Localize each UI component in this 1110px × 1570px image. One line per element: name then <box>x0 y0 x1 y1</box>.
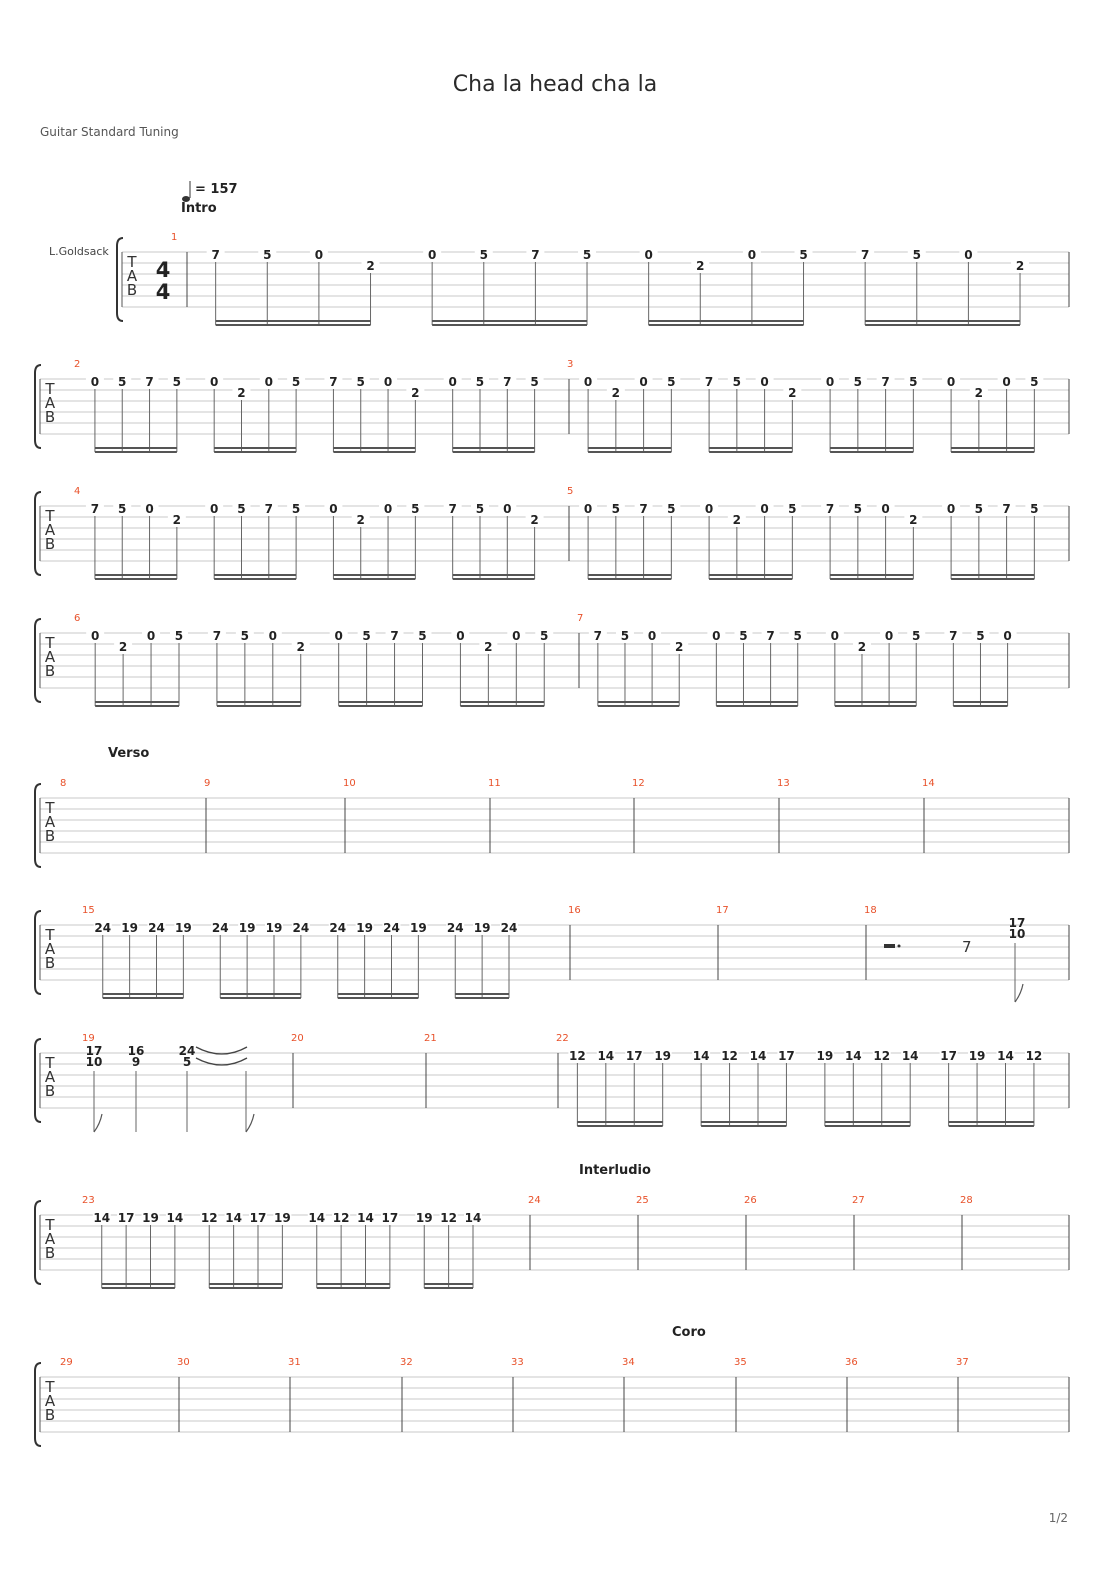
measure-number: 15 <box>82 905 95 916</box>
fret-number: 12 <box>721 1049 738 1063</box>
fret-number: 9 <box>131 1055 141 1069</box>
fret-number: 0 <box>639 375 648 389</box>
fret-number: 5 <box>172 375 182 389</box>
tab-clef-letter: A <box>44 394 56 412</box>
section-label: Coro <box>672 1325 706 1340</box>
section-label: Interludio <box>579 1163 651 1178</box>
tab-clef-letter: B <box>44 1406 56 1424</box>
fret-number: 2 <box>909 513 918 527</box>
fret-number: 5 <box>912 248 921 262</box>
measure-number: 21 <box>424 1033 437 1044</box>
fret-number: 5 <box>1030 502 1039 516</box>
fret-number: 0 <box>881 502 890 516</box>
tab-clef-letter: B <box>44 954 56 972</box>
fret-number: 19 <box>473 921 491 935</box>
fret-number: 0 <box>1003 629 1012 643</box>
fret-number: 2 <box>296 640 305 654</box>
fret-number: 5 <box>611 502 621 516</box>
fret-number: 5 <box>411 502 420 516</box>
measure-number: 13 <box>777 778 790 789</box>
measure-number: 7 <box>577 613 584 624</box>
fret-number: 7 <box>639 502 648 516</box>
fret-number: 5 <box>118 375 127 389</box>
fret-number: 17 <box>1008 916 1026 930</box>
fret-number: 5 <box>667 502 676 516</box>
fret-number: 7 <box>264 502 273 516</box>
tab-clef-letter: T <box>45 1054 55 1072</box>
fret-number: 0 <box>383 375 393 389</box>
fret-number: 2 <box>611 386 621 400</box>
fret-number: 0 <box>90 375 100 389</box>
fret-number: 7 <box>593 629 603 643</box>
fret-number: 5 <box>582 248 592 262</box>
fret-number: 24 <box>500 921 518 935</box>
note-flag <box>1015 984 1023 1002</box>
tab-clef-letter: T <box>127 253 137 271</box>
fret-number: 7 <box>503 375 512 389</box>
fret-number: 19 <box>265 921 283 935</box>
measure-number: 36 <box>845 1357 858 1368</box>
fret-number: 2 <box>675 640 684 654</box>
measure-number: 33 <box>511 1357 524 1368</box>
tuning-label: Guitar Standard Tuning <box>40 125 179 139</box>
fret-number: 19 <box>175 921 192 935</box>
note-flag <box>94 1114 102 1132</box>
tab-clef-letter: B <box>44 1244 56 1262</box>
measure-number: 3 <box>567 359 574 370</box>
time-signature-denominator: 4 <box>155 280 171 304</box>
measure-number: 25 <box>636 1195 649 1206</box>
fret-number: 24 <box>383 921 400 935</box>
fret-number: 10 <box>1008 927 1026 941</box>
fret-number: 7 <box>949 629 958 643</box>
fret-number: 0 <box>90 629 100 643</box>
tab-clef-letter: T <box>45 1216 55 1234</box>
measure-number: 2 <box>74 359 81 370</box>
fret-number: 0 <box>946 375 956 389</box>
fret-number: 5 <box>909 375 918 389</box>
fret-number: 0 <box>704 502 714 516</box>
fret-number: 2 <box>411 386 420 400</box>
fret-number: 5 <box>362 629 371 643</box>
fret-number: 5 <box>240 629 250 643</box>
note-flag <box>246 1114 254 1132</box>
measure-number: 9 <box>204 778 211 789</box>
fret-number: 14 <box>93 1211 111 1225</box>
fret-number: 2 <box>356 513 365 527</box>
fret-number: 14 <box>597 1049 615 1063</box>
section-label: Verso <box>108 746 150 761</box>
fret-number: 16 <box>127 1044 145 1058</box>
fret-number: 12 <box>569 1049 586 1063</box>
fret-number: 0 <box>946 502 956 516</box>
half-rest <box>884 944 895 948</box>
fret-number: 2 <box>172 513 182 527</box>
fret-number: 19 <box>356 921 373 935</box>
fret-number: 12 <box>200 1211 218 1225</box>
measure-number: 6 <box>74 613 81 624</box>
measure-number: 22 <box>556 1033 569 1044</box>
fret-number: 0 <box>503 502 512 516</box>
fret-number: 0 <box>747 248 757 262</box>
fret-number: 14 <box>225 1211 242 1225</box>
tab-clef-letter: T <box>45 380 55 398</box>
tab-clef-letter: B <box>44 535 56 553</box>
fret-number: 7 <box>860 248 870 262</box>
fret-number: 5 <box>291 502 301 516</box>
fret-number: 5 <box>237 502 246 516</box>
fret-number: 2 <box>857 640 867 654</box>
tab-clef-letter: A <box>44 1392 56 1410</box>
tab-clef-letter: T <box>45 507 55 525</box>
fret-number: 17 <box>249 1211 267 1225</box>
fret-number: 5 <box>667 375 676 389</box>
fret-number: 0 <box>383 502 393 516</box>
measure-number: 35 <box>734 1357 747 1368</box>
fret-number: 0 <box>964 248 973 262</box>
tab-clef-letter: T <box>45 634 55 652</box>
measure-number: 30 <box>177 1357 190 1368</box>
fret-number: 17 <box>381 1211 399 1225</box>
tab-clef-letter: B <box>44 827 56 845</box>
measure-number: 32 <box>400 1357 413 1368</box>
fret-number: 14 <box>166 1211 184 1225</box>
measure-number: 10 <box>343 778 356 789</box>
fret-number: 14 <box>464 1211 482 1225</box>
fret-number: 19 <box>142 1211 159 1225</box>
fret-number: 7 <box>704 375 714 389</box>
fret-number: 24 <box>178 1044 196 1058</box>
measure-number: 4 <box>74 486 81 497</box>
fret-number: 5 <box>912 629 921 643</box>
fret-number: 12 <box>873 1049 891 1063</box>
fret-number: 5 <box>788 502 797 516</box>
fret-number: 0 <box>760 375 769 389</box>
fret-number: 19 <box>415 1211 433 1225</box>
fret-number: 14 <box>357 1211 374 1225</box>
fret-number: 24 <box>211 921 229 935</box>
measure-number: 24 <box>528 1195 541 1206</box>
fret-number: 14 <box>692 1049 710 1063</box>
fret-number: 17 <box>778 1049 795 1063</box>
fret-number: 24 <box>446 921 464 935</box>
fret-number: 2 <box>732 513 742 527</box>
fret-number: 7 <box>145 375 154 389</box>
tab-clef-letter: T <box>45 1378 55 1396</box>
fret-number: 0 <box>884 629 894 643</box>
measure-number: 19 <box>82 1033 95 1044</box>
fret-number: 14 <box>308 1211 326 1225</box>
fret-number: 0 <box>1002 375 1011 389</box>
fret-number: 0 <box>314 248 324 262</box>
fret-number: 0 <box>583 375 593 389</box>
fret-number: 5 <box>739 629 748 643</box>
fret-number: 5 <box>479 248 488 262</box>
measure-number: 12 <box>632 778 645 789</box>
fret-number: 5 <box>263 248 272 262</box>
fret-number: 5 <box>475 375 485 389</box>
fret-number: 7 <box>211 248 220 262</box>
fret-number: 12 <box>440 1211 457 1225</box>
fret-number: 24 <box>329 921 347 935</box>
measure-number: 20 <box>291 1033 304 1044</box>
tab-clef-letter: B <box>126 281 138 299</box>
fret-number: 7 <box>390 629 399 643</box>
fret-number: 0 <box>456 629 465 643</box>
fret-number: 5 <box>793 629 802 643</box>
fret-number: 7 <box>448 502 457 516</box>
fret-number: 5 <box>974 502 984 516</box>
fret-number: 5 <box>540 629 549 643</box>
tab-clef-letter: A <box>44 1230 56 1248</box>
tempo-marking: = 157 <box>195 182 238 197</box>
fret-number: 14 <box>844 1049 862 1063</box>
fret-number: 5 <box>182 1055 192 1069</box>
measure-number: 17 <box>716 905 729 916</box>
fret-number: 5 <box>530 375 539 389</box>
fret-number: 5 <box>475 502 485 516</box>
measure-number: 14 <box>922 778 935 789</box>
fret-number: 19 <box>121 921 138 935</box>
fret-number: 0 <box>427 248 437 262</box>
fret-number: 5 <box>732 375 742 389</box>
fret-number: 12 <box>1025 1049 1043 1063</box>
song-title: Cha la head cha la <box>452 72 658 97</box>
rest-dot <box>898 945 901 948</box>
measure-number: 37 <box>956 1357 969 1368</box>
track-name: L.Goldsack <box>49 245 109 258</box>
tab-clef-letter: A <box>44 1068 56 1086</box>
fret-number: 7 <box>212 629 222 643</box>
fret-number: 2 <box>696 259 705 273</box>
measure-number: 27 <box>852 1195 865 1206</box>
section-label: Intro <box>181 201 217 216</box>
fret-number: 5 <box>853 502 863 516</box>
fret-number: 5 <box>174 629 184 643</box>
fret-number: 17 <box>625 1049 643 1063</box>
fret-number: 0 <box>512 629 521 643</box>
fret-number: 0 <box>712 629 721 643</box>
tab-clef-letter: A <box>44 813 56 831</box>
fret-number: 24 <box>94 921 112 935</box>
fret-number: 7 <box>1002 502 1011 516</box>
fret-number: 2 <box>788 386 797 400</box>
fret-number: 5 <box>853 375 863 389</box>
measure-number: 1 <box>171 232 178 243</box>
fret-number: 5 <box>976 629 985 643</box>
fret-number: 7 <box>329 375 338 389</box>
measure-number: 11 <box>488 778 501 789</box>
fret-number: 0 <box>448 375 457 389</box>
fret-number: 7 <box>881 375 890 389</box>
fret-number: 0 <box>830 629 840 643</box>
fret-number: 7 <box>531 248 540 262</box>
tab-clef-letter: A <box>44 648 56 666</box>
fret-number: 17 <box>85 1044 103 1058</box>
fret-number: 17 <box>940 1049 957 1063</box>
fret-number: 12 <box>332 1211 350 1225</box>
fret-number: 2 <box>974 386 984 400</box>
fret-number: 0 <box>825 375 835 389</box>
fret-number: 5 <box>418 629 427 643</box>
fret-number: 2 <box>530 513 539 527</box>
measure-number: 5 <box>567 486 574 497</box>
fret-number: 2 <box>366 259 375 273</box>
fret-number: 24 <box>292 921 310 935</box>
fret-number: 2 <box>118 640 128 654</box>
fret-number: 2 <box>484 640 493 654</box>
fret-number: 5 <box>118 502 127 516</box>
measure-number: 8 <box>60 778 67 789</box>
fret-number: 14 <box>749 1049 767 1063</box>
fret-number: 0 <box>329 502 338 516</box>
fret-number: 19 <box>654 1049 672 1063</box>
eighth-rest: 7 <box>962 938 972 956</box>
fret-number: 5 <box>356 375 365 389</box>
fret-number: 17 <box>117 1211 135 1225</box>
fret-number: 2 <box>237 386 246 400</box>
tab-clef-letter: B <box>44 1082 56 1100</box>
fret-number: 0 <box>760 502 769 516</box>
fret-number: 5 <box>291 375 301 389</box>
measure-number: 18 <box>864 905 877 916</box>
measure-number: 34 <box>622 1357 635 1368</box>
measure-number: 23 <box>82 1195 95 1206</box>
fret-number: 7 <box>766 629 775 643</box>
measure-number: 31 <box>288 1357 301 1368</box>
tab-clef-letter: T <box>45 926 55 944</box>
tab-clef-letter: A <box>44 521 56 539</box>
tab-clef-letter: A <box>44 940 56 958</box>
fret-number: 10 <box>85 1055 103 1069</box>
measure-number: 29 <box>60 1357 73 1368</box>
fret-number: 7 <box>825 502 835 516</box>
measure-number: 28 <box>960 1195 973 1206</box>
fret-number: 0 <box>209 375 219 389</box>
fret-number: 19 <box>238 921 256 935</box>
fret-number: 19 <box>410 921 427 935</box>
fret-number: 24 <box>148 921 165 935</box>
tab-clef-letter: B <box>44 408 56 426</box>
tab-clef-letter: B <box>44 662 56 680</box>
tab-clef-letter: A <box>126 267 138 285</box>
fret-number: 0 <box>268 629 277 643</box>
fret-number: 19 <box>274 1211 291 1225</box>
fret-number: 14 <box>997 1049 1014 1063</box>
fret-number: 0 <box>334 629 343 643</box>
fret-number: 2 <box>1015 259 1025 273</box>
tab-clef-letter: T <box>45 799 55 817</box>
fret-number: 0 <box>145 502 154 516</box>
fret-number: 7 <box>90 502 100 516</box>
measure-number: 16 <box>568 905 581 916</box>
fret-number: 0 <box>583 502 593 516</box>
fret-number: 5 <box>1030 375 1039 389</box>
fret-number: 5 <box>620 629 630 643</box>
fret-number: 14 <box>901 1049 919 1063</box>
page-number: 1/2 <box>1048 1511 1068 1525</box>
fret-number: 0 <box>209 502 219 516</box>
fret-number: 19 <box>816 1049 834 1063</box>
fret-number: 5 <box>799 248 808 262</box>
fret-number: 0 <box>146 629 156 643</box>
fret-number: 0 <box>647 629 657 643</box>
fret-number: 0 <box>264 375 273 389</box>
time-signature-numerator: 4 <box>155 258 171 282</box>
measure-number: 26 <box>744 1195 757 1206</box>
fret-number: 0 <box>644 248 653 262</box>
fret-number: 19 <box>968 1049 986 1063</box>
